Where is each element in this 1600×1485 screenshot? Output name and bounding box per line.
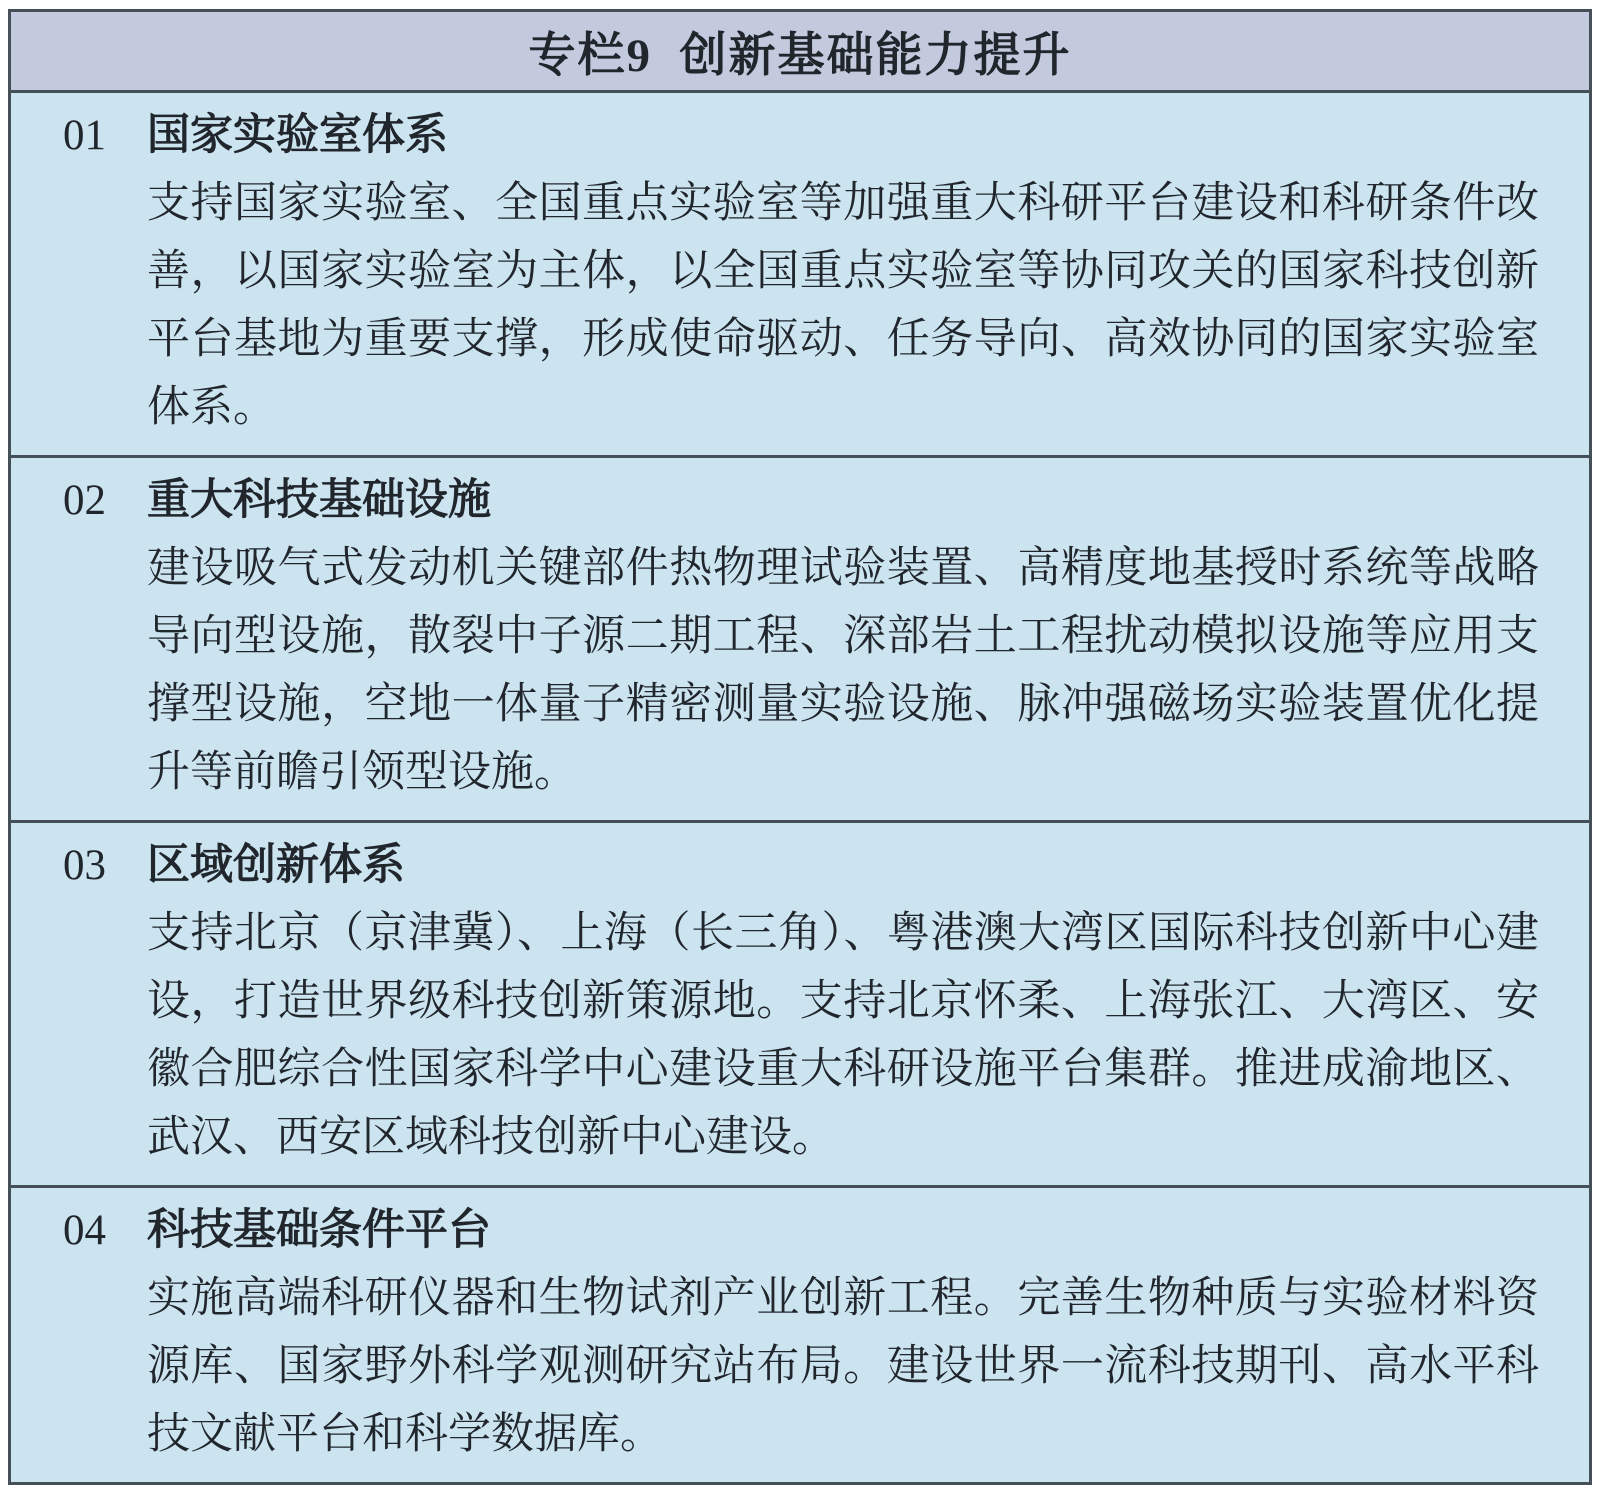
section-title-row xyxy=(63,1197,1539,1265)
section-number: 02 xyxy=(63,477,106,524)
section-body: 支持北京（京津冀）、上海（长三角）、粤港澳大湾区国际科技创新中心建设，打造世界级科技创新策源地。支持北京怀柔、上海张江、大湾区、安徽合肥综合性国家科学中心建设重大科研设施平台集群。推进成渝地区、武汉、西安区域科技创新中心建设。 xyxy=(147,910,1539,1161)
section-03 xyxy=(11,820,1589,1185)
section-title-row xyxy=(63,102,1539,170)
section-04 xyxy=(11,1185,1589,1482)
section-body: 支持国家实验室、全国重点实验室等加强重大科研平台建设和科研条件改善，以国家实验室为主体，以全国重点实验室等协同攻关的国家科技创新平台基地为重要支撑，形成使命驱动、任务导向、高效协同的国家实验室体系。 xyxy=(147,180,1539,431)
section-heading: 重大科技基础设施 xyxy=(147,477,491,524)
section-01 xyxy=(11,90,1589,455)
section-heading: 区域创新体系 xyxy=(147,842,405,889)
section-title-row xyxy=(63,467,1539,535)
section-number: 03 xyxy=(63,842,106,889)
box-header xyxy=(11,12,1589,90)
box-panel xyxy=(8,9,1592,1485)
section-02 xyxy=(11,455,1589,820)
section-body: 建设吸气式发动机关键部件热物理试验装置、高精度地基授时系统等战略导向型设施，散裂中子源二期工程、深部岩土工程扰动模拟设施等应用支撑型设施，空地一体量子精密测量实验设施、脉冲强磁场实验装置优化提升等前瞻引领型设施。 xyxy=(147,545,1539,796)
box-title: 专栏9 创新基础能力提升 xyxy=(528,29,1072,82)
section-number: 01 xyxy=(63,112,106,159)
section-heading: 科技基础条件平台 xyxy=(147,1207,491,1254)
section-title-row xyxy=(63,832,1539,900)
section-number: 04 xyxy=(63,1207,106,1254)
section-body: 实施高端科研仪器和生物试剂产业创新工程。完善生物种质与实验材料资源库、国家野外科学观测研究站布局。建设世界一流科技期刊、高水平科技文献平台和科学数据库。 xyxy=(147,1275,1539,1458)
section-heading: 国家实验室体系 xyxy=(147,112,448,159)
